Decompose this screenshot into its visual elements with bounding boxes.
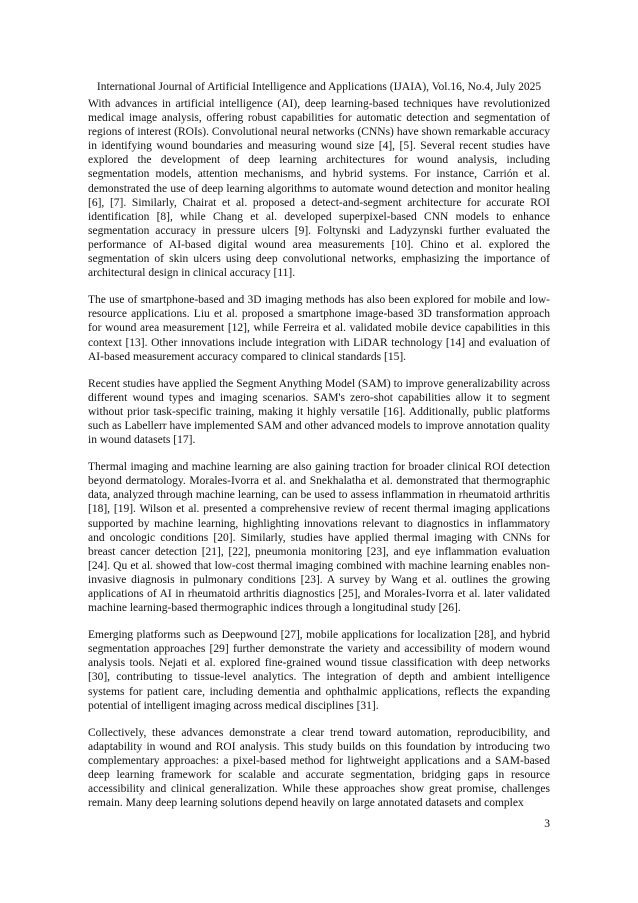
paragraph-ai-deep-learning: With advances in artificial intelligence (AI), deep learning-based techniques have revolutionized medical image analysis, offering robust capabilities for automatic detection and segmentation of regions of interest (ROIs). Convolutional neural networks (CNNs) have shown remarkable accuracy in identifying wound boundaries and measuring wound size [4], [5]. Several recent studies have explored the development of deep learning architectures for wound analysis, including segmentation models, attention mechanisms, and hybrid systems. For instance, Carrión et al. demonstrated the use of deep learning algorithms to automate wound detection and monitor healing [6], [7]. Similarly, Chairat et al. proposed a detect-and-segment architecture for accurate ROI identification [8], while Chang et al. developed superpixel-based CNN models to enhance segmentation accuracy in pressure ulcers [9]. Foltynski and Ladyzynski further evaluated the performance of AI-based digital wound area measurements [10]. Chino et al. explored the segmentation of skin ulcers using deep convolutional networks, emphasizing the importance of architectural design in clinical accuracy [11]. (88, 98, 550, 280)
paragraph-segment-anything-model: Recent studies have applied the Segment Anything Model (SAM) to improve generalizability across different wound types and imaging scenarios. SAM's zero-shot capabilities allow it to segment without prior task-specific training, making it highly versatile [16]. Additionally, public platforms such as Labellerr have implemented SAM and other advanced models to improve annotation quality in wound datasets [17]. (88, 377, 550, 447)
paragraph-thermal-imaging: Thermal imaging and machine learning are also gaining traction for broader clinical ROI detection beyond dermatology. Morales-Ivorra et al. and Snekhalatha et al. demonstrated that thermographic data, analyzed through machine learning, can be used to assess inflammation in rheumatoid arthritis [18], [19]. Wilson et al. presented a comprehensive review of recent thermal imaging applications supported by machine learning, highlighting innovations relevant to diagnostics in inflammatory and oncologic conditions [20]. Similarly, studies have applied thermal imaging with CNNs for breast cancer detection [21], [22], pneumonia monitoring [23], and eye inflammation evaluation [24]. Qu et al. showed that low-cost thermal imaging combined with machine learning enables non-invasive diagnosis in pulmonary conditions [23]. A survey by Wang et al. outlines the growing applications of AI in rheumatoid arthritis diagnostics [25], and Morales-Ivorra et al. later validated machine learning-based thermographic indices through a longitudinal study [26]. (88, 461, 550, 615)
running-header: International Journal of Artificial Intelligence and Applications (IJAIA), Vol.16, No.4, July 2025 (96, 81, 542, 93)
body-text (88, 97, 550, 823)
paragraph-smartphone-3d-imaging: The use of smartphone-based and 3D imaging methods has also been explored for mobile and low-resource applications. Liu et al. proposed a smartphone image-based 3D transformation approach for wound area measurement [12], while Ferreira et al. validated mobile device capabilities in this context [13]. Other innovations include integration with LiDAR technology [14] and evaluation of AI-based measurement accuracy compared to clinical standards [15]. (88, 294, 550, 363)
page-number: 3 (544, 818, 550, 830)
paragraph-emerging-platforms: Emerging platforms such as Deepwound [27], mobile applications for localization [28], and hybrid segmentation approaches [29] further demonstrate the variety and accessibility of modern wound analysis tools. Nejati et al. explored fine-grained wound tissue classification with deep networks [30], contributing to tissue-level analytics. The integration of depth and ambient intelligence systems for patient care, including dementia and ophthalmic applications, reflects the expanding potential of intelligent imaging across medical disciplines [31]. (88, 629, 550, 712)
paragraph-collectively: Collectively, these advances demonstrate a clear trend toward automation, reproducibility, and adaptability in wound and ROI analysis. This study builds on this foundation by introducing two complementary approaches: a pixel-based method for lightweight applications and a SAM-based deep learning framework for scalable and accurate segmentation, bridging gaps in resource accessibility and clinical generalization. While these approaches show great promise, challenges remain. Many deep learning solutions depend heavily on large annotated datasets and complex (88, 726, 550, 810)
